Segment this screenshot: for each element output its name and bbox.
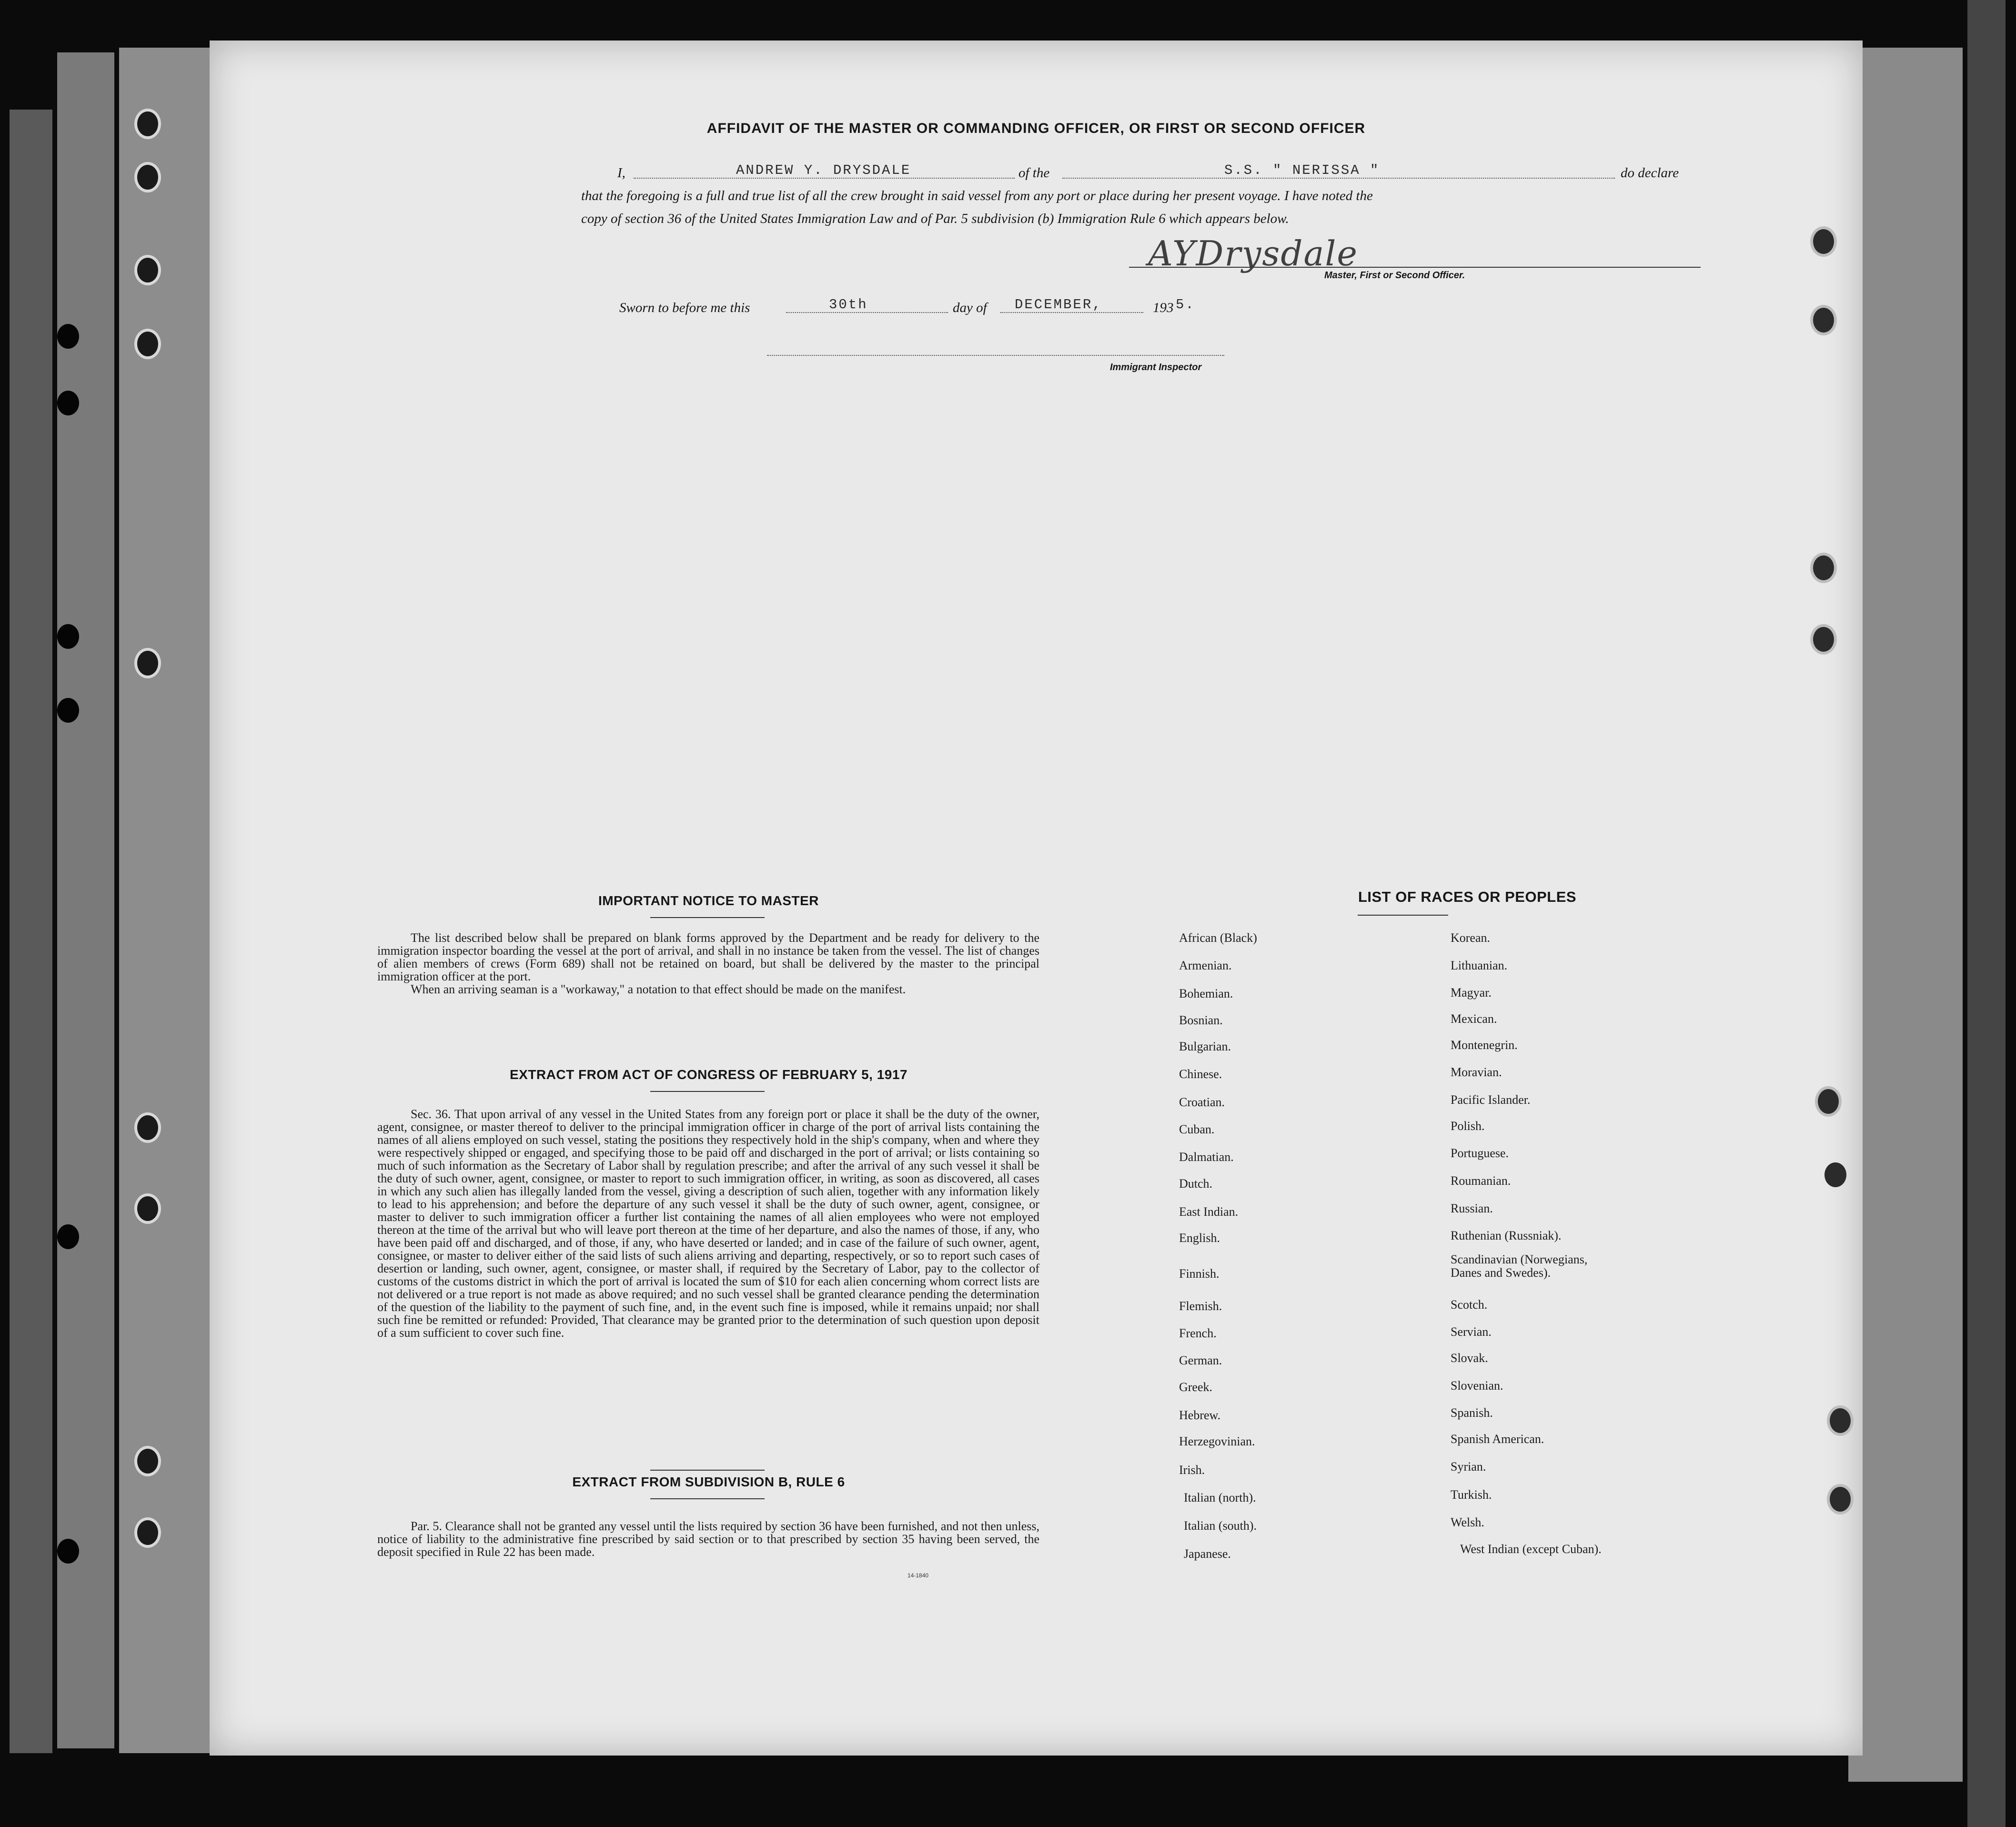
- race-item: Moravian.: [1451, 1065, 1502, 1079]
- race-item: Bulgarian.: [1179, 1040, 1231, 1053]
- punch-hole: [57, 698, 79, 723]
- race-item: French.: [1179, 1326, 1217, 1340]
- punch-hole: [1810, 553, 1837, 583]
- sworn-prefix: Sworn to before me this: [619, 300, 750, 315]
- race-item: African (Black): [1179, 931, 1257, 945]
- race-item: Spanish.: [1451, 1406, 1493, 1420]
- signature-line: [1129, 267, 1701, 268]
- race-item: Finnish.: [1179, 1267, 1220, 1281]
- punch-hole: [57, 391, 79, 415]
- race-item: Scotch.: [1451, 1298, 1488, 1312]
- punch-hole: [1810, 226, 1837, 257]
- signature-title: Master, First or Second Officer.: [1324, 270, 1465, 281]
- master-signature: AYDrysdale: [1148, 233, 1359, 273]
- punch-hole: [57, 624, 79, 649]
- race-item: Herzegovinian.: [1179, 1434, 1255, 1448]
- punch-hole: [57, 1224, 79, 1249]
- binder-strip: [1967, 0, 2006, 1827]
- sworn-month: DECEMBER,: [1015, 297, 1102, 313]
- race-item: Chinese.: [1179, 1067, 1222, 1081]
- race-item: Italian (south).: [1184, 1519, 1257, 1533]
- notice-title: IMPORTANT NOTICE TO MASTER: [598, 893, 819, 908]
- race-item: Servian.: [1451, 1325, 1492, 1339]
- race-item: Scandinavian (Norwegians, Danes and Swedes).: [1451, 1252, 1588, 1280]
- race-item: West Indian (except Cuban).: [1460, 1542, 1602, 1556]
- race-item: Slovak.: [1451, 1351, 1488, 1365]
- race-item: Portuguese.: [1451, 1146, 1509, 1160]
- divider: [650, 1470, 765, 1471]
- race-item: Japanese.: [1184, 1547, 1231, 1561]
- officer-name: ANDREW Y. DRYSDALE: [736, 162, 911, 178]
- manifest-page: [210, 40, 1863, 1756]
- extract-act-text-block: [377, 1108, 1039, 1339]
- punch-hole: [57, 1539, 79, 1564]
- punch-hole: [134, 255, 161, 285]
- race-item: Magyar.: [1451, 986, 1492, 999]
- punch-hole: [134, 1193, 161, 1224]
- race-item: Pacific Islander.: [1451, 1093, 1531, 1107]
- race-item: Greek.: [1179, 1380, 1213, 1394]
- extract-rule-title: EXTRACT FROM SUBDIVISION B, RULE 6: [572, 1474, 845, 1489]
- race-item: Ruthenian (Russniak).: [1451, 1229, 1562, 1242]
- divider: [1358, 915, 1448, 916]
- race-item: Spanish American.: [1451, 1432, 1544, 1446]
- race-item: Mexican.: [1451, 1012, 1497, 1026]
- race-item: Armenian.: [1179, 959, 1232, 972]
- race-item: Russian.: [1451, 1201, 1493, 1215]
- section-36-text: Sec. 36. That upon arrival of any vessel in the United States from any foreign port or place it shall be the duty of the owner, agent, consignee, or master thereof to deliver to the principal immigration officer in charge of the port of arrival lists containing the names of all aliens employed on such vessel, stating the positions they respectively hold in the ship's company, when and where they were respectively shipped or engaged, and specifying those to be paid off and discharged in the port of arrival; or lists containing so much of such information as the Secretary of Labor shall by regulation prescribe; and after the arrival of any such vessel it shall be the duty of such owner, agent, consignee, or master to report to such immigration officer, in writing, as soon as discovered, all cases in which any such alien has illegally landed from the vessel, giving a description of such alien, together with any information likely to lead to his apprehension; and before the departure of any such vessel it shall be the duty of such owner, agent, consignee, or master to deliver to such immigration officer a further list containing the names of all alien employees who were not employed thereon at the time of the arrival but who will leave port thereon at the time of her departure, and also the names of those, if any, who have been paid off and discharged, and of those, if any, who have deserted or landed; and in case of the failure of such owner, agent, consignee, or master to deliver either of the said lists of such aliens arriving and departing, respectively, or so to report such cases of desertion or landing, such owner, agent, consignee, or master shall, if required by the Secretary of Labor, pay to the collector of customs of the customs district in which the port of arrival is located the sum of $10 for each alien concerning whom correct lists are not delivered or a true report is not made as above required; and no such vessel shall be granted clearance pending the determination of the question of the liability to the payment of such fine, and, in the event such fine is imposed, while it remains unpaid; nor shall such fine be remitted or refunded: Provided, That clearance may be granted prior to the determination of such question upon deposit of a sum sufficient to cover such fine.: [377, 1107, 1039, 1340]
- punch-hole: [1815, 1086, 1842, 1117]
- race-item: Flemish.: [1179, 1299, 1222, 1313]
- divider: [650, 917, 765, 918]
- year-prefix: 193: [1153, 300, 1174, 315]
- punch-hole: [134, 1517, 161, 1548]
- divider: [650, 1498, 765, 1499]
- punch-hole: [1827, 1405, 1854, 1436]
- notice-text: [377, 931, 1039, 996]
- sworn-day: 30th: [829, 297, 868, 313]
- race-item: Irish.: [1179, 1463, 1205, 1477]
- notice-paragraph-2: When an arriving seaman is a "workaway," a notation to that effect should be made on the manifest.: [411, 982, 906, 996]
- punch-hole: [1824, 1162, 1846, 1187]
- punch-hole: [134, 162, 161, 192]
- punch-hole: [1827, 1484, 1854, 1514]
- punch-hole: [134, 1446, 161, 1476]
- do-declare-label: do declare: [1621, 165, 1679, 181]
- punch-hole: [134, 1112, 161, 1143]
- race-item: German.: [1179, 1353, 1222, 1367]
- year-digit: 5.: [1176, 297, 1195, 313]
- affidavit-title: AFFIDAVIT OF THE MASTER OR COMMANDING OFFICER, OR FIRST OR SECOND OFFICER: [706, 121, 1366, 136]
- affidavit-line-3: copy of section 36 of the United States Immigration Law and of Par. 5 subdivision (b) Immigration Rule 6 which appears below.: [581, 211, 1289, 226]
- race-item: Cuban.: [1179, 1122, 1215, 1136]
- punch-hole: [134, 648, 161, 678]
- race-item: Syrian.: [1451, 1460, 1486, 1474]
- races-title: LIST OF RACES OR PEOPLES: [1358, 888, 1577, 905]
- race-item: Croatian.: [1179, 1095, 1225, 1109]
- race-item: Slovenian.: [1451, 1379, 1503, 1393]
- race-item: Dalmatian.: [1179, 1150, 1234, 1164]
- vessel-name: S.S. " NERISSA ": [1224, 162, 1380, 178]
- extract-rule-text-block: [377, 1520, 1039, 1558]
- race-item: Welsh.: [1451, 1515, 1484, 1529]
- race-item: Polish.: [1451, 1119, 1485, 1133]
- inspector-line: [767, 355, 1224, 356]
- divider: [650, 1091, 765, 1092]
- affidavit-line-2: that the foregoing is a full and true list of all the crew brought in said vessel from any port or place during her present voyage. I have noted the: [581, 188, 1373, 203]
- notice-paragraph-1: The list described below shall be prepared on blank forms approved by the Department and be ready for delivery to the immigration inspector boarding the vessel at the port of arrival, and shall in no instance be taken from the vessel. The list of changes of alien members of crews (Form 689) shall not be retained on board, but shall be delivered by the master to the principal immigration officer at the port.: [377, 931, 1039, 983]
- race-item: Dutch.: [1179, 1177, 1213, 1191]
- race-item: Roumanian.: [1451, 1174, 1511, 1188]
- affidavit-i: I,: [617, 165, 625, 181]
- race-item: Korean.: [1451, 931, 1491, 945]
- race-item: East Indian.: [1179, 1205, 1239, 1219]
- race-item: Lithuanian.: [1451, 959, 1508, 972]
- punch-hole: [57, 324, 79, 349]
- race-item: Hebrew.: [1179, 1408, 1221, 1422]
- race-item: Montenegrin.: [1451, 1038, 1518, 1052]
- punch-hole: [134, 109, 161, 139]
- inspector-label: Immigrant Inspector: [1110, 362, 1202, 373]
- day-of-label: day of: [953, 300, 987, 315]
- race-item: Italian (north).: [1184, 1491, 1256, 1504]
- race-item: Bohemian.: [1179, 987, 1233, 1000]
- binder-strip: [57, 52, 114, 1748]
- race-item: English.: [1179, 1231, 1220, 1245]
- extract-act-title: EXTRACT FROM ACT OF CONGRESS OF FEBRUARY 5, 1917: [509, 1067, 908, 1082]
- form-number: 14-1840: [907, 1572, 929, 1579]
- par-5-text: Par. 5. Clearance shall not be granted any vessel until the lists required by section 36 have been furnished, and not then unless, notice of liability to the administrative fine prescribed by said section or to that prescribed by section 35 having been served, the deposit specified in Rule 22 has been made.: [377, 1519, 1039, 1559]
- race-item: Bosnian.: [1179, 1013, 1223, 1027]
- binder-strip: [1848, 48, 1963, 1782]
- punch-hole: [1810, 624, 1837, 655]
- race-item: Turkish.: [1451, 1488, 1492, 1502]
- binder-strip: [10, 110, 52, 1753]
- punch-hole: [134, 329, 161, 359]
- of-the-label: of the: [1018, 165, 1050, 181]
- punch-hole: [1810, 305, 1837, 335]
